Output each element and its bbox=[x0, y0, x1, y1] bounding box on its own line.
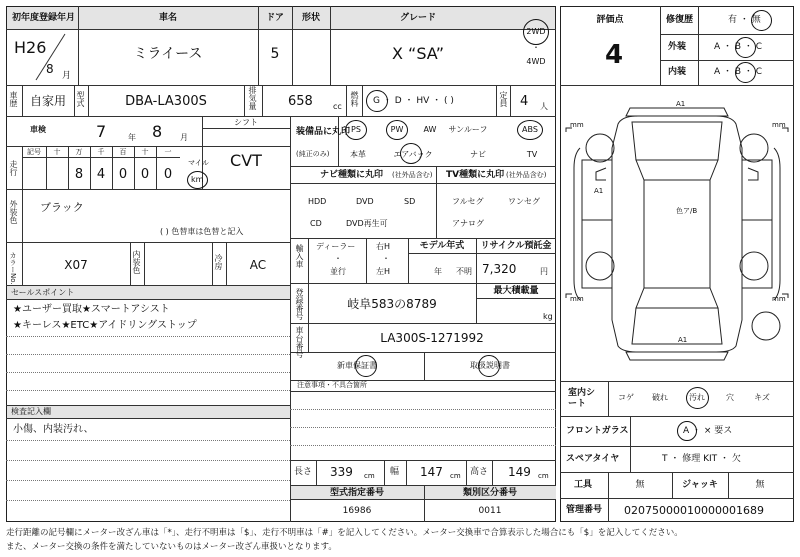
mgmt-label: 管理番号 bbox=[566, 505, 603, 515]
diagram-mm-tl: mm bbox=[570, 121, 584, 129]
equip-sub: (純正のみ) bbox=[296, 150, 330, 158]
disp-value: 658 bbox=[288, 94, 313, 109]
diagram-mm-br: mm bbox=[772, 295, 786, 303]
door-count: 5 bbox=[270, 46, 280, 62]
plate-label: 登録番号 bbox=[295, 288, 304, 320]
recycle-value: 7,320 bbox=[482, 262, 517, 276]
capacity-value: 4 bbox=[520, 94, 529, 109]
seat-option: コゲ bbox=[618, 393, 634, 402]
mileage-col-divider bbox=[134, 146, 135, 189]
equip-item: エアバック bbox=[393, 150, 433, 159]
shift-label: シフト bbox=[234, 118, 258, 127]
mgmt-value: 02075000010000001689 bbox=[624, 504, 764, 517]
mileage-col-divider bbox=[46, 146, 47, 189]
disp-unit: cc bbox=[333, 102, 342, 111]
recycle-unit: 円 bbox=[540, 267, 548, 276]
equip-item: PS bbox=[351, 125, 361, 134]
mileage-label: 走行 bbox=[9, 160, 18, 176]
max-load-unit: kg bbox=[543, 312, 553, 321]
mileage-digit-header: 一 bbox=[164, 148, 172, 156]
import-dot-2: ・ bbox=[382, 254, 390, 263]
shape-header: 形状 bbox=[301, 13, 321, 23]
car-name: ミライース bbox=[133, 46, 203, 62]
reg-month: 8 bbox=[46, 62, 54, 76]
color-no-value: X07 bbox=[64, 258, 88, 272]
diagram-a1-bottom: A1 bbox=[678, 336, 688, 344]
glass-label: フロントガラス bbox=[566, 426, 629, 436]
tools-value: 無 bbox=[635, 480, 645, 490]
inspect-year-unit: 年 bbox=[128, 133, 136, 142]
import-parallel: 並行 bbox=[330, 267, 346, 276]
tv-title-sub: (社外品含む) bbox=[506, 171, 547, 179]
grade-value: X “SA” bbox=[391, 44, 445, 63]
length-value: 339 bbox=[330, 465, 353, 479]
drive-2wd: 2WD bbox=[526, 27, 546, 36]
mileage-digit-header: 十 bbox=[141, 148, 149, 156]
grade-header: グレード bbox=[399, 13, 437, 23]
diagram-a1-top: A1 bbox=[676, 100, 686, 108]
tv-title: TV種類に丸印 bbox=[446, 170, 505, 180]
mileage-col-divider bbox=[68, 146, 69, 189]
equip-item: ナビ bbox=[470, 150, 486, 159]
navi-hdd: HDD bbox=[308, 197, 327, 206]
tv-fullseg: フルセグ bbox=[452, 197, 484, 206]
equip-item: 本革 bbox=[350, 150, 366, 159]
mileage-digit-header: 千 bbox=[97, 148, 105, 156]
score-value: 4 bbox=[604, 40, 624, 70]
chassis-value: LA300S-1271992 bbox=[380, 331, 484, 345]
mileage-digit: 8 bbox=[74, 167, 84, 182]
length-unit: cm bbox=[364, 472, 375, 480]
class-no-value: 0011 bbox=[478, 506, 502, 516]
jack-label: ジャッキ bbox=[682, 480, 718, 490]
navi-dvd: DVD bbox=[356, 197, 374, 206]
navi-title: ナビ種類に丸印 bbox=[320, 170, 384, 180]
navi-dvd-play: DVD再生可 bbox=[346, 219, 388, 228]
diagram-mm-bl: mm bbox=[570, 295, 584, 303]
inspection-notes-text: 小傷、内装汚れ、 bbox=[13, 424, 94, 435]
seat-option: キズ bbox=[754, 393, 770, 402]
mileage-col-divider bbox=[156, 146, 157, 189]
exterior-label: 外装 bbox=[668, 42, 687, 52]
inspect-year: 7 bbox=[96, 122, 107, 141]
tv-analog: アナログ bbox=[452, 219, 484, 228]
spare-options: T ・ 修理 KIT ・ 欠 bbox=[662, 454, 741, 464]
spare-label: スペアタイヤ bbox=[566, 454, 620, 464]
diagram-center-label: 色ア/B bbox=[676, 207, 698, 215]
footer-line-2: また、メーター交換の条件を満たしていないものはメーター改ざん車扱いとなります。 bbox=[6, 542, 337, 552]
height-value: 149 bbox=[508, 465, 531, 479]
capacity-label: 定員 bbox=[499, 91, 508, 107]
model-label: 型式 bbox=[76, 91, 85, 107]
car-damage-diagram bbox=[562, 88, 792, 378]
import-dot-1: ・ bbox=[334, 254, 342, 263]
type-no-value: 16986 bbox=[342, 506, 372, 516]
mileage-digit-header: 万 bbox=[75, 148, 83, 156]
width-unit: cm bbox=[450, 472, 461, 480]
score-label: 評価点 bbox=[596, 15, 624, 25]
reg-month-unit: 月 bbox=[62, 71, 72, 81]
mileage-unit: km bbox=[191, 175, 204, 184]
tools-label: 工具 bbox=[574, 480, 593, 490]
seat-option: 穴 bbox=[726, 393, 734, 402]
disp-label: 排気量 bbox=[248, 86, 257, 110]
reg-header: 初年度登録年月 bbox=[12, 13, 76, 23]
model-year-unit: 年 bbox=[434, 267, 442, 276]
exterior-options: A ・ B ・ C bbox=[714, 42, 763, 52]
mileage-digit: 0 bbox=[163, 167, 173, 182]
equip-item: TV bbox=[526, 150, 538, 159]
navi-cd: CD bbox=[310, 219, 322, 228]
use-label: 車歴 bbox=[9, 91, 18, 107]
recycle-title: リサイクル預託金 bbox=[480, 241, 552, 251]
sales-title: セールスポイント bbox=[11, 288, 75, 297]
seat-option: 破れ bbox=[652, 393, 668, 402]
interior-options: A ・ B ・ C bbox=[714, 67, 763, 77]
color-change-note: ( ) 色替車は色替と記入 bbox=[160, 227, 244, 236]
height-unit: cm bbox=[538, 472, 549, 480]
drive-4wd: 4WD bbox=[526, 57, 546, 66]
mileage-col-divider bbox=[112, 146, 113, 189]
cert-right: 取扱説明書 bbox=[470, 361, 510, 370]
model-year-unknown: 不明 bbox=[456, 267, 472, 276]
name-header: 車名 bbox=[158, 13, 178, 23]
import-dealer: ディーラー bbox=[316, 242, 356, 251]
drive-sep: ・ bbox=[532, 43, 540, 52]
equip-item: ABS bbox=[522, 125, 538, 134]
capacity-unit: 人 bbox=[540, 102, 548, 111]
width-label: 幅 bbox=[390, 467, 400, 477]
ac-label: 冷房 bbox=[214, 254, 223, 270]
inspect-label: 車検 bbox=[30, 125, 46, 134]
mileage-unit-label: マイル bbox=[188, 159, 209, 167]
fuel-options: G ・ D ・ HV ・ ( ) bbox=[373, 96, 454, 106]
length-label: 長さ bbox=[294, 467, 313, 477]
type-no-label: 型式指定番号 bbox=[329, 488, 385, 498]
height-label: 高さ bbox=[470, 467, 489, 477]
cert-left: 新車保証書 bbox=[337, 361, 377, 370]
equip-label: 装備品に丸印 bbox=[296, 127, 351, 137]
diagram-mm-tr: mm bbox=[772, 121, 786, 129]
mileage-digit: 4 bbox=[96, 167, 106, 182]
jack-value: 無 bbox=[755, 480, 765, 490]
glass-options: A ・ × 要ス bbox=[683, 426, 733, 436]
inspection-notes-title: 検査記入欄 bbox=[11, 407, 51, 416]
model-code: DBA-LA300S bbox=[125, 94, 207, 109]
width-value: 147 bbox=[420, 465, 443, 479]
fuel-label: 燃料 bbox=[350, 91, 359, 107]
mileage-digit-header: 百 bbox=[119, 148, 127, 156]
equip-item: AW bbox=[423, 125, 437, 134]
door-header: ドア bbox=[266, 13, 284, 23]
navi-sd: SD bbox=[404, 197, 416, 206]
inspect-month-unit: 月 bbox=[180, 133, 188, 142]
mileage-digit-header: 記号 bbox=[27, 148, 41, 156]
import-left: 左H bbox=[376, 267, 391, 276]
repair-options: 有 ・ 無 bbox=[728, 15, 761, 25]
color-label: 外装色 bbox=[9, 200, 18, 224]
interior-color-label: 内装色 bbox=[132, 250, 141, 274]
footer-line-1: 走行距離の記号欄にメーター改ざん車は「*」、走行不明車は「$」、走行不明車は「#」を記入してください。メーター交換車で合算表示した場合にも「$」を記入してください。 bbox=[6, 528, 683, 538]
inspect-month: 8 bbox=[152, 122, 163, 141]
color-no-label: カラーNo. bbox=[9, 252, 17, 285]
use-value: 自家用 bbox=[29, 94, 67, 108]
class-no-label: 類別区分番号 bbox=[462, 488, 518, 498]
sales-line-2: ★キーレス★ETC★アイドリングストップ bbox=[13, 320, 197, 331]
reg-era: H26 bbox=[14, 38, 47, 57]
tv-oneseg: ワンセグ bbox=[508, 197, 540, 206]
mileage-digit: 0 bbox=[140, 167, 150, 182]
mileage-digit: 0 bbox=[118, 167, 128, 182]
repair-label: 修復歴 bbox=[666, 15, 694, 25]
model-year-title: モデル年式 bbox=[419, 241, 465, 251]
sales-line-1: ★ユーザー買取★スマートアシスト bbox=[13, 304, 170, 315]
import-label: 輸入車 bbox=[295, 244, 304, 268]
interior-label: 内装 bbox=[668, 67, 687, 77]
seat-option: 汚れ bbox=[689, 393, 705, 402]
ac-value: AC bbox=[249, 258, 267, 272]
max-load-title: 最大積載量 bbox=[493, 286, 539, 296]
mileage-col-divider bbox=[90, 146, 91, 189]
notes-title: 注意事項・不具合箇所 bbox=[297, 381, 367, 389]
seat-label: 室内シート bbox=[568, 388, 596, 409]
mileage-digit-header: 十 bbox=[53, 148, 61, 156]
color-value: ブラック bbox=[40, 201, 84, 214]
navi-title-sub: (社外品含む) bbox=[392, 171, 433, 179]
equip-item: サンルーフ bbox=[448, 125, 488, 134]
diagram-a1-left: A1 bbox=[594, 187, 604, 195]
chassis-label: 車台番号 bbox=[295, 326, 304, 358]
import-right: 右H bbox=[376, 242, 391, 251]
shift-value: CVT bbox=[230, 151, 262, 170]
plate-value: 岐阜583の8789 bbox=[347, 297, 437, 311]
equip-item: PW bbox=[390, 125, 404, 134]
